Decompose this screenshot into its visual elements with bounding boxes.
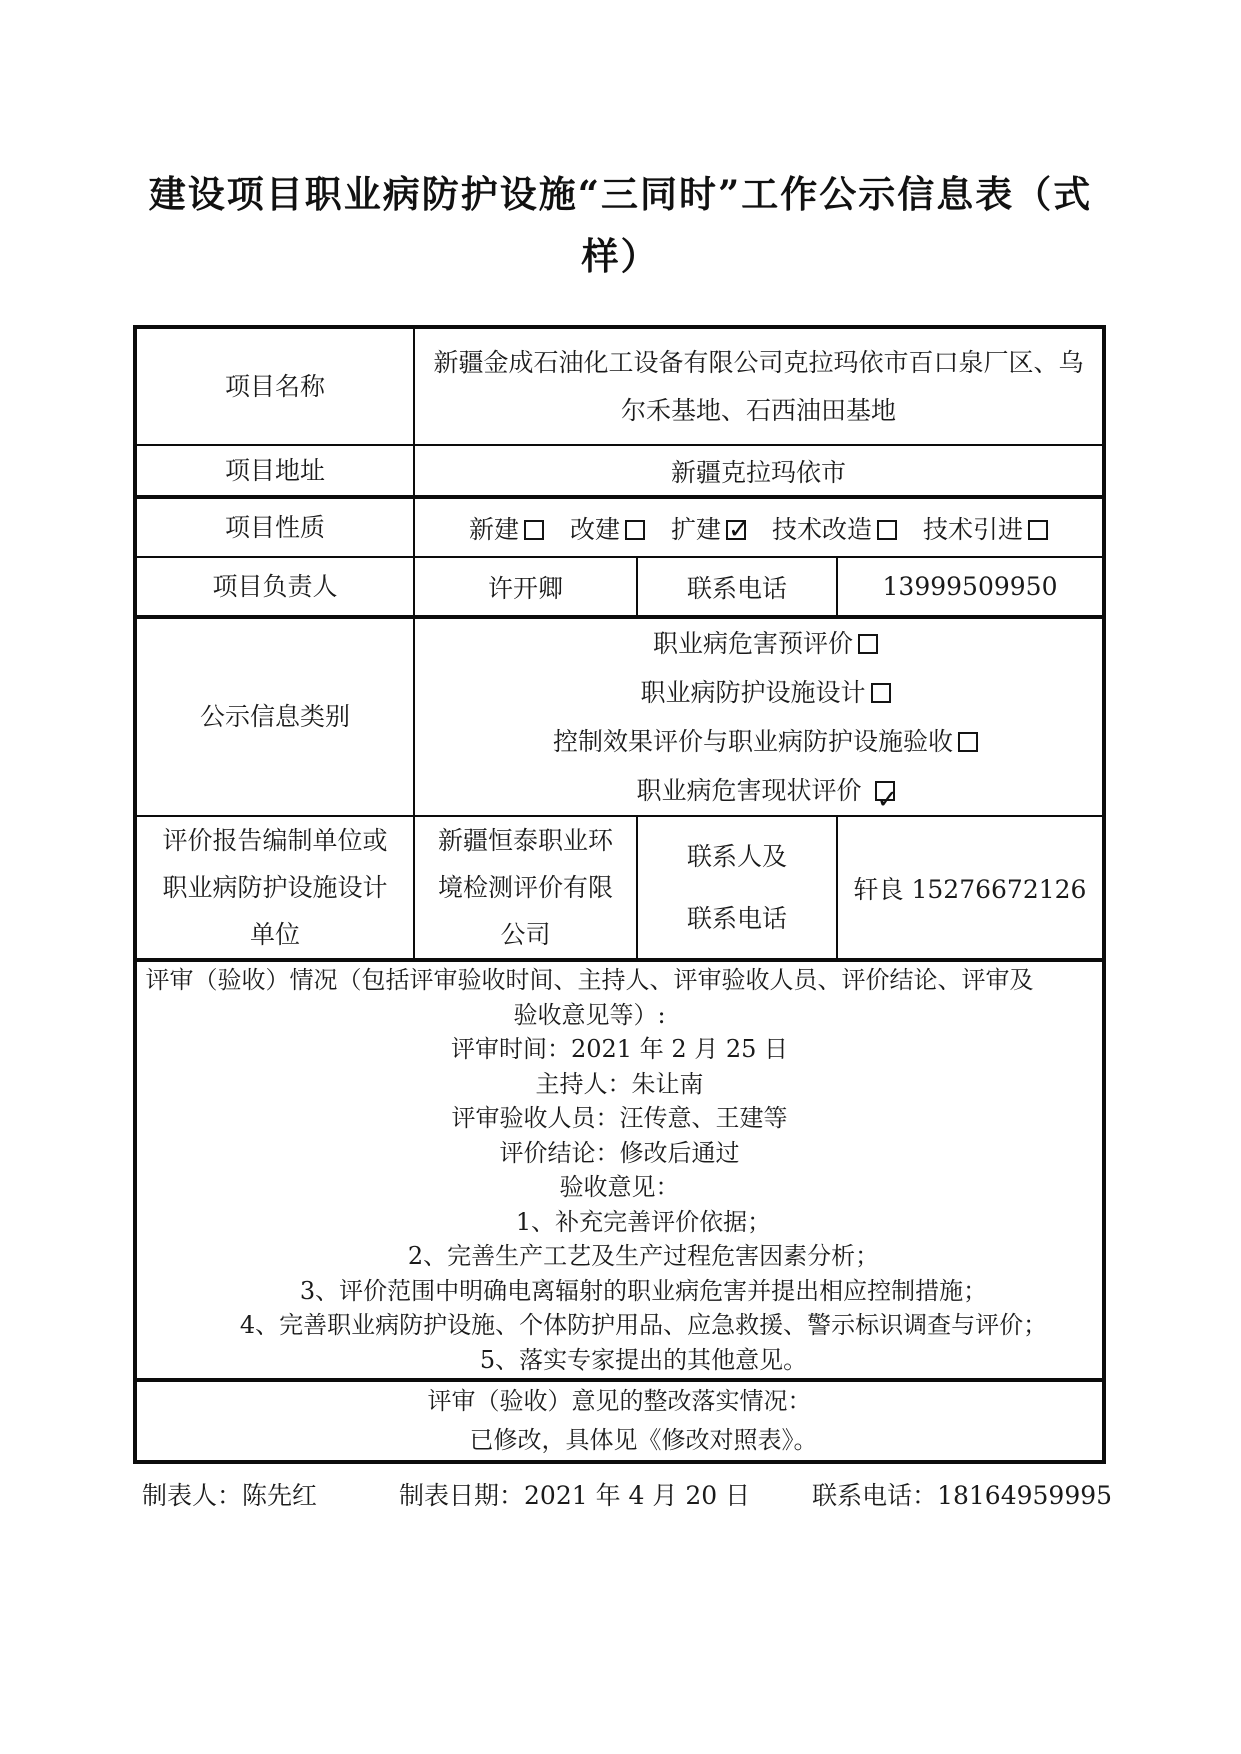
evaluation-unit-label: 评价报告编制单位或职业病防护设施设计单位 (162, 826, 388, 949)
review-opinions-label: 验收意见： (559, 1173, 680, 1201)
rectification-heading: 评审（验收）意见的整改落实情况： (427, 1387, 812, 1415)
publicity-category-options (415, 619, 1102, 815)
review-heading: 评审（验收）情况（包括评审验收时间、主持人、评审验收人员、评价结论、评审及验收意见等）: (145, 966, 1034, 1029)
checkbox-icon (625, 520, 645, 540)
review-opinion-item: 4、完善职业病防护设施、个体防护用品、应急救援、警示标识调查与评价； (239, 1311, 1048, 1339)
publicity-option-control-effect: 控制效果评价与职业病防护设施验收 (429, 717, 1102, 766)
checkbox-icon (871, 683, 891, 703)
checkbox-icon (1028, 520, 1048, 540)
checkbox-icon (877, 520, 897, 540)
project-manager-name: 许开卿 (414, 557, 637, 617)
row-evaluation-unit (135, 816, 1104, 960)
project-address-value: 新疆克拉玛依市 (414, 445, 1104, 497)
project-nature-label: 项目性质 (135, 497, 414, 557)
manager-phone-label: 联系电话 (637, 557, 837, 617)
row-project-nature (135, 497, 1104, 557)
rectification-line: 已修改，具体见《修改对照表》。 (469, 1426, 818, 1454)
checkbox-icon (958, 732, 978, 752)
row-publicity-category (135, 617, 1104, 816)
publicity-option-pre-evaluation: 职业病危害预评价 (429, 619, 1102, 668)
footer-phone-field: 联系电话：18164959995 (812, 1481, 1113, 1510)
project-name-label: 项目名称 (135, 327, 414, 445)
checkbox-icon (524, 520, 544, 540)
project-manager-label: 项目负责人 (135, 557, 414, 617)
row-rectification (135, 1380, 1104, 1462)
nature-option-tech-import: 技术引进 (923, 510, 1048, 546)
publicity-option-facility-design: 职业病防护设施设计 (429, 668, 1102, 717)
info-table (133, 325, 1106, 1464)
manager-phone-value: 13999509950 (837, 557, 1104, 617)
review-opinion-item: 2、完善生产工艺及生产过程危害因素分析； (407, 1242, 880, 1270)
checkbox-icon (858, 634, 878, 654)
evaluation-unit-company: 新疆恒泰职业环境检测评价有限公司 (437, 826, 613, 949)
row-review-status (135, 960, 1104, 1380)
project-nature-options (415, 510, 1102, 546)
review-panel: 评审验收人员：汪传意、王建等 (451, 1104, 788, 1132)
publicity-option-status-evaluation: 职业病危害现状评价✓ (429, 766, 1102, 815)
nature-option-tech-renovation: 技术改造 (772, 510, 897, 546)
unit-contact-label: 联系人及联系电话 (686, 841, 787, 933)
nature-option-rebuild: 改建 (570, 510, 645, 546)
row-project-name (135, 327, 1104, 445)
checked-checkbox-icon (875, 781, 895, 801)
prepare-date-field: 制表日期：2021 年 4 月 20 日 (399, 1481, 751, 1510)
review-opinion-item: 5、落实专家提出的其他意见。 (479, 1345, 808, 1374)
review-opinion-item: 1、补充完善评价依据； (515, 1207, 772, 1236)
project-name-value: 新疆金成石油化工设备有限公司克拉玛依市百口泉厂区、乌尔禾基地、石西油田基地 (433, 347, 1084, 425)
review-time: 评审时间：2021 年 2 月 25 日 (451, 1035, 789, 1063)
document-title: 建设项目职业病防护设施“三同时”工作公示信息表（式样） (148, 172, 1093, 278)
unit-contact-value: 轩良 15276672126 (837, 816, 1104, 960)
nature-option-expand: 扩建 ✓ (671, 510, 746, 546)
review-opinion-item: 3、评价范围中明确电离辐射的职业病危害并提出相应控制措施； (299, 1276, 988, 1305)
review-conclusion: 评价结论：修改后通过 (499, 1138, 740, 1167)
row-project-manager (135, 557, 1104, 617)
row-project-address (135, 445, 1104, 497)
publicity-category-label: 公示信息类别 (135, 617, 414, 816)
review-host: 主持人：朱让南 (535, 1069, 704, 1098)
project-address-label: 项目地址 (135, 445, 414, 497)
table-footer (142, 1476, 1112, 1512)
checked-checkbox-icon (726, 520, 746, 540)
nature-option-new: 新建 (469, 510, 544, 546)
preparer-field: 制表人：陈先红 (142, 1481, 318, 1510)
